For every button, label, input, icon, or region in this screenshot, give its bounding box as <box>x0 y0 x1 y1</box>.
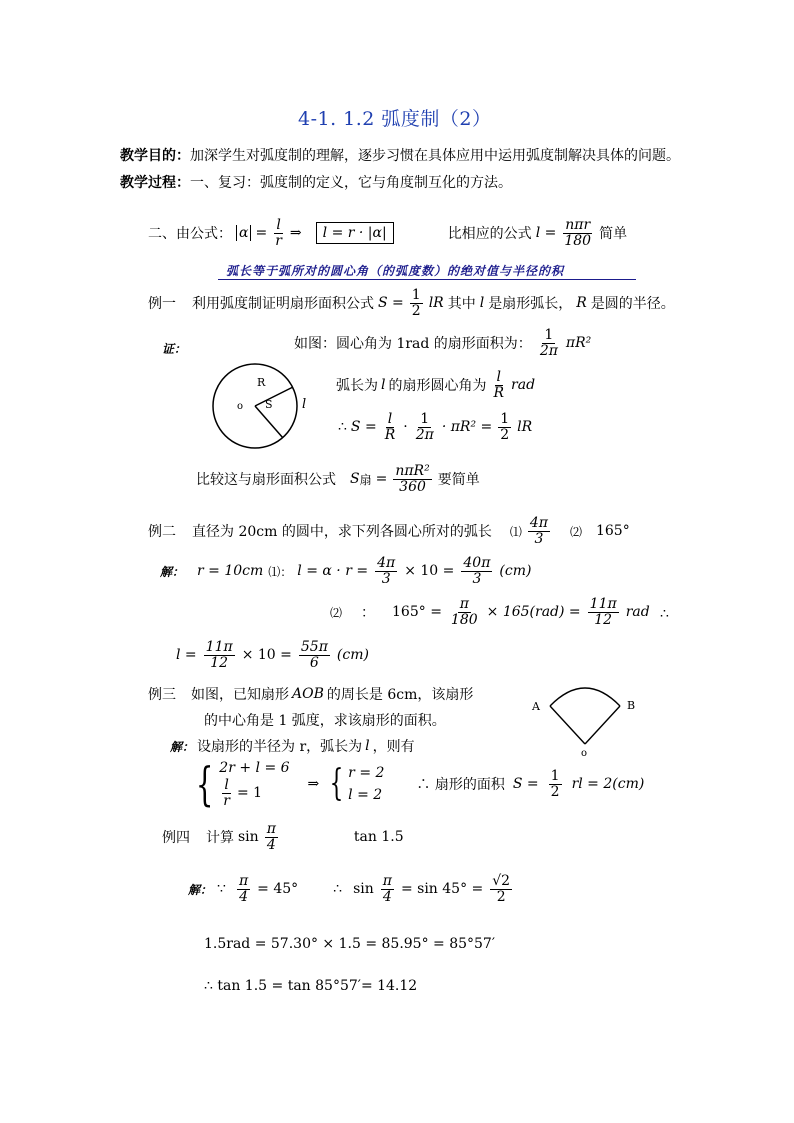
example3-line2: 的中心角是 1 弧度，求该扇形的面积。 <box>204 713 446 729</box>
fraction-numerator: l <box>387 411 393 427</box>
area-half <box>549 769 562 799</box>
fraction-numerator: l <box>496 369 501 385</box>
example4-solution-1 <box>188 874 514 904</box>
fraction-numerator: nπR² <box>395 463 430 479</box>
fraction-denominator: 180 <box>564 232 592 249</box>
example1-r: R <box>576 295 587 312</box>
example4-label: 例四 <box>162 830 190 847</box>
fraction-denominator: R <box>493 384 505 401</box>
area-s: S = <box>512 776 539 793</box>
fig-r-label: R <box>257 376 266 389</box>
example1-s-eq: S = <box>378 295 404 312</box>
s2-c: rad <box>625 604 650 621</box>
s1-fraction-1 <box>375 556 397 586</box>
fig-s-label: S <box>265 398 273 411</box>
example2-statement <box>148 516 630 546</box>
cmp-eq: = <box>375 471 388 488</box>
fraction-numerator: nπr <box>565 217 591 233</box>
rad-conversion-line: 1.5rad = 57.30° × 1.5 = 85.95° = 85°57′ <box>204 936 496 952</box>
example2-text: 直径为 20cm 的圆中，求下列各圆心所对的弧长 <box>192 524 492 541</box>
fraction-numerator: π <box>459 596 469 612</box>
radius-line-top <box>255 387 293 406</box>
example1-text-d: 是圆的半径。 <box>590 296 675 313</box>
area-derivation <box>338 412 532 442</box>
calc-fraction-3 <box>498 412 511 442</box>
fraction-numerator: 4π <box>377 555 396 571</box>
fraction-denominator: 4 <box>239 888 248 905</box>
fraction-denominator: 2 <box>411 302 421 319</box>
fraction-denominator: 6 <box>309 654 319 671</box>
pi-over-4 <box>237 874 250 904</box>
s3-b: × 10 = <box>241 647 292 664</box>
example1-fig-line <box>294 328 591 358</box>
calc-word: 计算 <box>206 830 234 847</box>
sol-text-b: ，则有 <box>372 739 415 755</box>
example2-solution-3 <box>176 640 369 670</box>
result-l: l = 2 <box>348 787 383 804</box>
example2-label: 例二 <box>148 524 176 541</box>
fraction-numerator: 55π <box>300 639 328 655</box>
calc-fraction-1 <box>383 412 398 442</box>
section2-formula <box>148 218 627 248</box>
example1-text-c: 是扇形弧长， <box>488 296 573 313</box>
system-eq-1: 2r + l = 6 <box>219 760 290 776</box>
fraction-numerator: 1 <box>550 768 560 784</box>
part2-marker: ⑵ <box>569 524 582 539</box>
example1-text-a: 利用弧度制证明扇形面积公式 <box>192 296 374 313</box>
cmp-text: 比较这与扇形面积公式 <box>196 472 336 489</box>
example4-statement <box>162 822 404 852</box>
therefore-symbol: ∴ <box>338 419 347 436</box>
fraction-numerator: 40π <box>463 555 491 571</box>
result-brace: { <box>329 763 344 805</box>
example1-label: 例一 <box>148 296 176 313</box>
cmp-s: S <box>350 471 360 488</box>
calc-s: S = <box>350 419 377 436</box>
system-results <box>348 765 384 803</box>
arc-l: l <box>381 377 386 394</box>
equation-system <box>190 757 645 812</box>
fig-text: 如图：圆心角为 1rad 的扇形面积为： <box>294 336 532 353</box>
example3-text-a: 如图，已知扇形 <box>191 687 289 703</box>
fraction-numerator: 1 <box>411 287 421 303</box>
fraction-denominator: 2 <box>550 783 560 800</box>
fraction-denominator: 12 <box>594 611 613 628</box>
half-fraction <box>410 288 423 318</box>
fraction-denominator: 360 <box>399 478 426 495</box>
fraction-denominator: 2π <box>539 342 558 359</box>
result-r: r = 2 <box>348 765 385 782</box>
sector-side-oa <box>550 706 585 744</box>
cmp-fraction <box>393 464 431 494</box>
l-over-r <box>221 778 232 808</box>
radius-eq: r = 10cm <box>197 563 264 580</box>
sol-text-a: 设扇形的半径为 r，弧长为 <box>197 739 363 755</box>
example3-label: 例三 <box>148 687 176 703</box>
tan-expression: tan 1.5 <box>353 829 404 846</box>
left-brace: { <box>195 757 214 812</box>
s2-fraction-1 <box>449 597 480 627</box>
solution-label: 解： <box>160 564 185 579</box>
purpose-label: 教学目的： <box>120 148 190 164</box>
sol-l: l <box>365 738 370 754</box>
solution-label: 解： <box>188 882 213 897</box>
point-b-label: B <box>627 699 636 712</box>
fraction-denominator: 2 <box>500 426 510 443</box>
calc-mid: · πR² = <box>441 419 493 436</box>
purpose-text: 加深学生对弧度制的理解，逐步习惯在具体应用中运用弧度制解决具体的问题。 <box>190 148 680 164</box>
t-mid: = sin 45° = <box>400 881 484 898</box>
s3-fraction-2 <box>299 640 330 670</box>
sector-circle-figure <box>205 358 320 458</box>
teaching-process <box>120 172 512 192</box>
arc-angle-line <box>336 370 535 400</box>
because-symbol: ∵ <box>217 881 226 898</box>
s2-fraction-2 <box>588 597 619 627</box>
s2-colon: ： <box>361 605 376 622</box>
proof-label: 证： <box>162 342 187 356</box>
example3-text-b: 的周长是 6cm，该扇形 <box>326 687 474 703</box>
system-eq-2 <box>219 778 289 808</box>
example2-solution-2 <box>330 597 650 627</box>
four-pi-thirds <box>528 516 550 546</box>
fraction-numerator: π <box>238 873 249 889</box>
l-over-r <box>491 370 506 400</box>
tan-result-line: ∴ tan 1.5 = tan 85°57′= 14.12 <box>204 978 418 994</box>
example1-lr: lR <box>428 295 444 312</box>
process-text: 一、复习：弧度制的定义，它与角度制互化的方法。 <box>190 175 512 191</box>
cmp-tail: 要简单 <box>437 472 480 489</box>
fraction-numerator: 4π <box>529 515 548 531</box>
l-over-r-fraction <box>273 218 284 248</box>
s3-c: (cm) <box>336 647 369 664</box>
s1-a: l = α · r = <box>297 563 369 580</box>
part1-marker: ⑴ <box>509 524 522 539</box>
implies-arrow: ⇒ <box>289 225 302 242</box>
s1-tag: ⑴： <box>268 564 293 579</box>
arc-text: 弧长为 <box>336 378 378 395</box>
fraction-numerator: π <box>382 873 392 889</box>
solution-label: 解： <box>170 739 195 754</box>
fraction-numerator: π <box>266 821 276 837</box>
sector-aob-figure <box>525 678 645 760</box>
s2-a: 165° = <box>392 604 442 621</box>
point-o-label: o <box>581 748 588 759</box>
s2-therefore: ∴ <box>660 606 669 622</box>
fraction-numerator: l <box>224 777 229 793</box>
fraction-numerator: 11π <box>205 639 233 655</box>
cmp-sub: 扇 <box>359 472 372 487</box>
section2-prefix: 二、由公式： <box>148 226 232 243</box>
alpha-abs: α <box>236 225 251 241</box>
fraction-denominator: R <box>384 426 396 443</box>
fig-tail: πR² <box>565 335 592 352</box>
dot-operator: · <box>403 419 408 436</box>
calc-end: lR <box>517 419 533 436</box>
fraction-denominator: r <box>223 792 230 809</box>
sys2-eq: = 1 <box>236 785 263 802</box>
system-equations <box>219 760 289 808</box>
pi-over-4 <box>381 874 394 904</box>
point-a-label: A <box>532 700 540 713</box>
fig-arc-label: l <box>302 397 307 412</box>
sector-side-ob <box>585 706 620 744</box>
part2-value: 165° <box>595 523 630 540</box>
fraction-denominator: 3 <box>381 570 391 587</box>
calc-fraction-2 <box>414 412 436 442</box>
fraction-denominator: 4 <box>266 836 276 853</box>
area-text: ∴ 扇形的面积 <box>416 777 505 794</box>
pi-over-4 <box>265 822 278 852</box>
example3-aob: AOB <box>292 686 324 702</box>
banner-underline <box>218 279 636 280</box>
fraction-numerator: l <box>276 217 281 233</box>
fraction-denominator: 180 <box>450 611 478 628</box>
b-eq: = 45° <box>257 881 299 898</box>
teaching-purpose <box>120 145 680 165</box>
sqrt2-over-2 <box>490 874 512 904</box>
compare-prefix: 比相应的公式 <box>447 226 532 243</box>
fraction-numerator: 1 <box>500 411 510 427</box>
fraction-numerator: 11π <box>589 596 617 612</box>
fraction-denominator: 2π <box>415 426 434 443</box>
s1-b: × 10 = <box>404 563 455 580</box>
fig-center-label: o <box>237 401 244 412</box>
fraction-numerator: √2 <box>492 873 511 889</box>
s3-fraction-1 <box>204 640 235 670</box>
example3-statement <box>148 684 473 704</box>
fraction-denominator: r <box>275 232 282 249</box>
sin-word: sin <box>238 829 259 846</box>
s3-a: l = <box>176 647 197 664</box>
eq-sign: = <box>255 225 268 242</box>
example3-solution-intro <box>170 736 415 756</box>
rule-banner: 弧长等于弧所对的圆心角（的弧度数）的绝对值与半径的积 <box>226 264 565 278</box>
one-over-2pi <box>538 328 560 358</box>
arc-rad: rad <box>511 377 536 394</box>
process-label: 教学过程： <box>120 175 190 191</box>
compare-suffix: 简单 <box>599 226 628 243</box>
therefore-symbol: ∴ <box>333 881 343 898</box>
t-sin: sin <box>353 881 374 898</box>
area-tail: rl = 2(cm) <box>571 776 645 793</box>
example1-text-b: 其中 <box>447 296 476 313</box>
npr-fraction <box>562 218 593 248</box>
compare-l: l = <box>535 225 557 242</box>
fraction-numerator: 1 <box>420 411 430 427</box>
s2-tag: ⑵ <box>330 605 343 620</box>
s1-c: (cm) <box>499 563 532 580</box>
example1-l: l <box>479 295 485 312</box>
implies-arrow: ⇒ <box>307 776 320 793</box>
compare-line <box>196 464 480 494</box>
page-title: 4-1. 1.2 弧度制（2） <box>298 108 492 130</box>
s1-fraction-2 <box>461 556 492 586</box>
arc-mid: 的扇形圆心角为 <box>388 378 487 395</box>
boxed-formula: l = r · |α| <box>316 222 394 244</box>
fraction-denominator: 2 <box>496 888 506 905</box>
fraction-denominator: 3 <box>472 570 482 587</box>
example1-statement <box>148 288 675 318</box>
fraction-denominator: 3 <box>534 530 544 547</box>
sector-arc <box>550 688 620 706</box>
fraction-denominator: 12 <box>210 654 229 671</box>
example2-solution-1 <box>160 556 531 586</box>
fraction-denominator: 4 <box>382 888 392 905</box>
fraction-numerator: 1 <box>544 327 554 343</box>
s2-b: × 165(rad) = <box>486 604 581 621</box>
